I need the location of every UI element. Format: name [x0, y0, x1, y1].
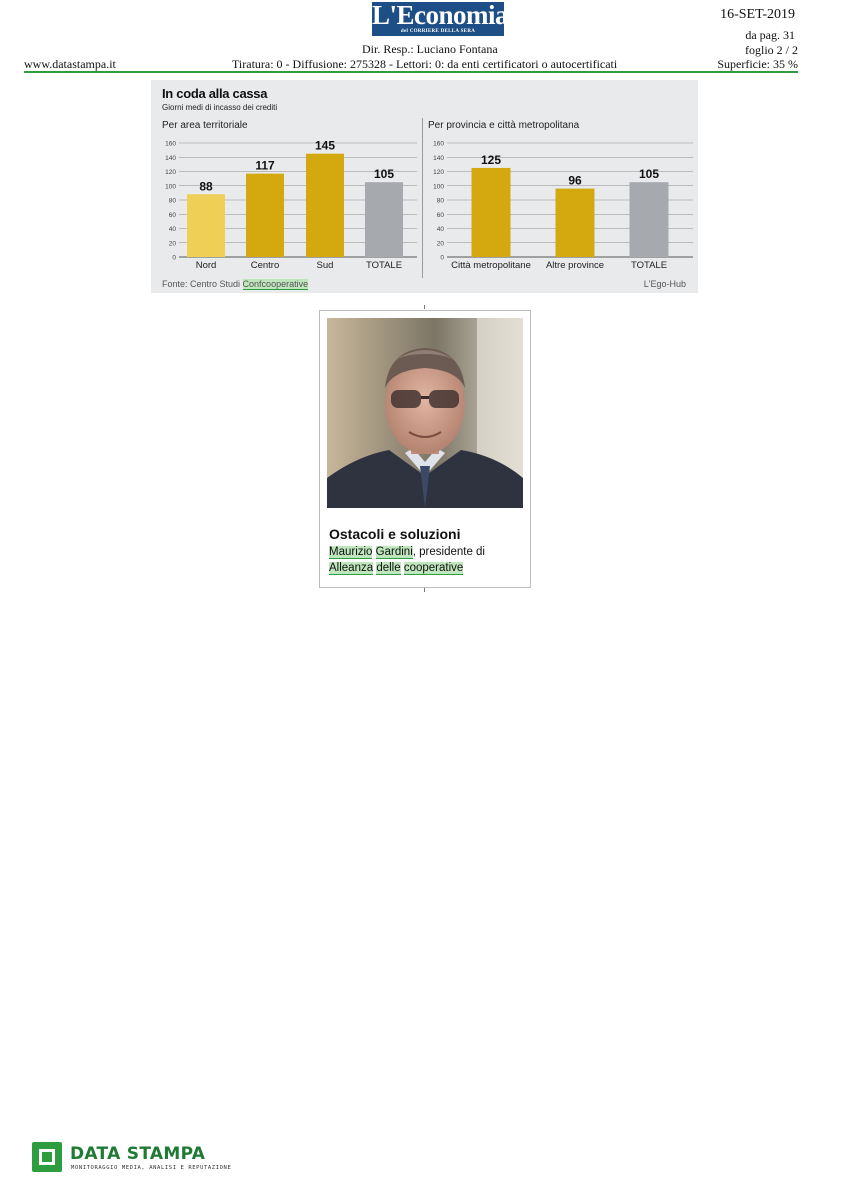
y-tick-label: 20: [436, 240, 444, 248]
footer-brand: DATA STAMPA: [70, 1144, 206, 1164]
y-tick-label: 60: [436, 211, 444, 219]
footer-tagline: MONITORAGGIO MEDIA, ANALISI E REPUTAZIONE: [71, 1165, 232, 1171]
bar: [472, 168, 511, 257]
y-tick-label: 140: [165, 154, 176, 162]
panel-2-title: Per provincia e città metropolitana: [428, 120, 580, 131]
crop-mark-top: [424, 305, 425, 309]
y-tick-label: 40: [436, 226, 444, 233]
publication-date: 16-SET-2019: [720, 7, 795, 22]
bar-value-label: 96: [568, 173, 582, 188]
caption-name-last: Gardini: [375, 546, 413, 558]
y-tick-label: 0: [440, 254, 444, 262]
logo-text: L'Economia: [372, 0, 509, 30]
source-highlight: Confcooperative: [242, 279, 309, 289]
source-prefix: Fonte: Centro Studi: [162, 279, 243, 289]
caption-role: , presidente di: [412, 546, 485, 558]
y-tick-label: 120: [433, 169, 444, 176]
bar: [556, 189, 595, 257]
caption-name-first: Maurizio: [329, 546, 373, 558]
bar: [187, 194, 225, 257]
bar-value-label: 117: [255, 158, 275, 173]
y-tick-label: 80: [436, 197, 444, 205]
bar-value-label: 105: [373, 167, 395, 182]
category-label: TOTALE: [365, 260, 403, 271]
y-tick-label: 160: [165, 140, 176, 148]
y-tick-label: 0: [172, 254, 176, 262]
circulation-info: Tiratura: 0 - Diffusione: 275328 - Lettori: 0: da enti certificatori o autocertificati: [232, 57, 618, 71]
bar-value-label: 125: [480, 152, 502, 167]
data-stampa-logo-icon: [32, 1142, 62, 1172]
caption-org-2: delle: [376, 562, 401, 574]
director-line: Dir. Resp.: Luciano Fontana: [362, 42, 498, 56]
category-label: Centro: [250, 260, 280, 271]
chart-source: [162, 279, 308, 289]
chart-title: In coda alla cassa: [162, 86, 268, 101]
sheet-number: foglio 2 / 2: [745, 43, 798, 57]
bar-chart-area: [151, 135, 423, 280]
surface-info: Superficie: 35 %: [717, 57, 798, 71]
y-tick-label: 60: [168, 211, 176, 219]
caption-title: Ostacoli e soluzioni: [329, 526, 461, 542]
y-tick-label: 20: [168, 240, 176, 248]
infographic-chart: [151, 80, 698, 293]
bar-value-label: 105: [638, 167, 660, 182]
category-label: Altre province: [545, 260, 605, 271]
page-from: da pag. 31: [745, 28, 795, 42]
y-tick-label: 100: [165, 183, 176, 191]
header-divider: [24, 71, 798, 73]
y-tick-label: 40: [168, 226, 176, 233]
y-tick-label: 160: [433, 140, 444, 148]
bar: [630, 182, 669, 257]
caption-org-1: Alleanza: [329, 562, 374, 574]
panel-1-title: Per area territoriale: [162, 120, 248, 131]
category-label: Nord: [195, 260, 217, 271]
category-label: Città metropolitane: [451, 260, 531, 271]
bar-value-label: 88: [199, 179, 213, 194]
website-link[interactable]: www.datastampa.it: [24, 57, 116, 71]
category-label: TOTALE: [630, 260, 668, 271]
y-tick-label: 100: [433, 183, 444, 191]
portrait-photo: [327, 318, 523, 508]
y-tick-label: 140: [433, 154, 444, 162]
category-label: Sud: [316, 260, 334, 271]
y-tick-label: 120: [165, 169, 176, 176]
bar: [365, 182, 403, 257]
bar: [306, 154, 344, 257]
newspaper-logo: [372, 0, 509, 36]
y-tick-label: 80: [168, 197, 176, 205]
chart-subtitle: Giorni medi di incasso dei crediti: [162, 103, 278, 112]
crop-mark-bottom: [424, 588, 425, 592]
logo-subtitle: del CORRIERE DELLA SERA: [400, 29, 476, 34]
bar-chart-province: [423, 135, 698, 280]
photo-card: [319, 310, 531, 588]
bar: [246, 174, 284, 257]
bar-value-label: 145: [314, 138, 336, 153]
caption-text: [329, 544, 519, 576]
caption-org-3: cooperative: [403, 562, 464, 574]
chart-credit: L'Ego-Hub: [643, 279, 686, 289]
